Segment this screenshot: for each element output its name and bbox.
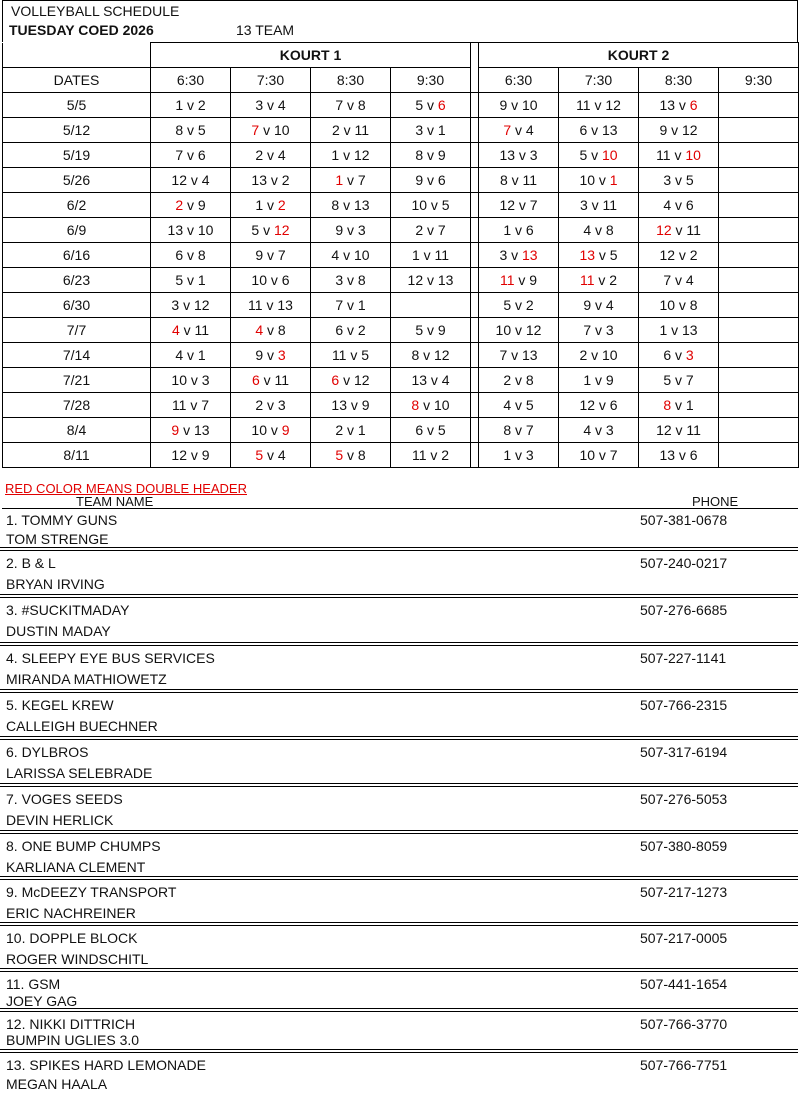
match-cell: 7 v 4 [479, 118, 559, 143]
match-cell: 4 v 6 [639, 193, 719, 218]
phone-header: PHONE [692, 494, 739, 509]
team-contact: BRYAN IRVING [6, 576, 105, 592]
match-cell: 9 v 10 [479, 93, 559, 118]
double-header-legend: RED COLOR MEANS DOUBLE HEADER [5, 481, 247, 496]
match-cell: 10 v 8 [639, 293, 719, 318]
match-cell: 12 v 11 [639, 218, 719, 243]
match-cell: 10 v 5 [391, 193, 471, 218]
match-cell: 5 v 9 [391, 318, 471, 343]
match-cell: 6 v 12 [311, 368, 391, 393]
double-header-team: 10 [685, 147, 701, 163]
match-cell: 10 v 12 [479, 318, 559, 343]
team-name: 12. NIKKI DITTRICH [6, 1016, 136, 1032]
match-cell: 6 v 11 [231, 368, 311, 393]
time-slot-header: 6:30 [151, 68, 231, 93]
match-cell [719, 243, 799, 268]
match-cell: 12 v 13 [391, 268, 471, 293]
match-cell [719, 418, 799, 443]
team-contact: DUSTIN MADAY [6, 623, 111, 639]
date-cell: 5/12 [3, 118, 151, 143]
double-header-team: 6 [331, 372, 340, 388]
double-header-team: 7 [251, 122, 260, 138]
match-cell: 8 v 13 [311, 193, 391, 218]
court-separator [471, 343, 479, 368]
court1-label: KOURT 1 [151, 43, 471, 68]
court-header-row [3, 43, 799, 68]
divider [0, 968, 798, 969]
match-cell: 11 v 2 [391, 443, 471, 468]
time-slot-header: 9:30 [719, 68, 799, 93]
blank-cell [3, 43, 151, 68]
match-cell: 9 v 4 [559, 293, 639, 318]
match-cell [719, 443, 799, 468]
match-cell [719, 368, 799, 393]
court-separator [471, 443, 479, 468]
match-cell: 2 v 11 [311, 118, 391, 143]
team-contact: DEVIN HERLICK [6, 812, 114, 828]
date-cell: 6/23 [3, 268, 151, 293]
double-header-team: 4 [255, 322, 264, 338]
match-cell: 2 v 1 [311, 418, 391, 443]
schedule-row [3, 293, 799, 318]
court-separator [471, 293, 479, 318]
team-phone: 507-766-2315 [640, 697, 728, 713]
double-header-team: 8 [411, 397, 420, 413]
match-cell: 3 v 5 [639, 168, 719, 193]
match-cell: 1 v 3 [479, 443, 559, 468]
court-separator [471, 168, 479, 193]
double-header-team: 6 [251, 372, 260, 388]
match-cell: 7 v 1 [311, 293, 391, 318]
match-cell [719, 143, 799, 168]
double-header-team: 2 [277, 197, 286, 213]
match-cell: 11 v 12 [559, 93, 639, 118]
divider [0, 879, 798, 880]
match-cell: 8 v 9 [391, 143, 471, 168]
match-cell: 11 v 2 [559, 268, 639, 293]
match-cell: 11 v 10 [639, 143, 719, 168]
divider [0, 550, 798, 551]
match-cell: 13 v 5 [559, 243, 639, 268]
double-header-team: 3 [685, 347, 694, 363]
schedule-row [3, 243, 799, 268]
court2-label: KOURT 2 [479, 43, 799, 68]
match-cell: 3 v 12 [151, 293, 231, 318]
double-header-team: 9 [281, 422, 290, 438]
match-cell: 6 v 3 [639, 343, 719, 368]
match-cell: 2 v 10 [559, 343, 639, 368]
time-slot-header: 7:30 [559, 68, 639, 93]
schedule-row [3, 93, 799, 118]
divider [0, 1008, 798, 1009]
match-cell: 5 v 7 [639, 368, 719, 393]
match-cell: 8 v 11 [479, 168, 559, 193]
match-cell: 13 v 6 [639, 93, 719, 118]
match-cell: 7 v 6 [151, 143, 231, 168]
match-cell: 4 v 8 [231, 318, 311, 343]
match-cell: 11 v 7 [151, 393, 231, 418]
match-cell: 2 v 4 [231, 143, 311, 168]
match-cell [719, 393, 799, 418]
team-phone: 507-766-7751 [640, 1057, 728, 1073]
match-cell: 12 v 9 [151, 443, 231, 468]
team-name: 2. B & L [6, 555, 56, 571]
match-cell: 5 v 10 [559, 143, 639, 168]
team-name: 5. KEGEL KREW [6, 697, 114, 713]
team-phone: 507-441-1654 [640, 976, 728, 992]
date-cell: 6/9 [3, 218, 151, 243]
match-cell: 5 v 1 [151, 268, 231, 293]
match-cell: 4 v 11 [151, 318, 231, 343]
court-separator [471, 393, 479, 418]
double-header-team: 12 [274, 222, 290, 238]
match-cell [719, 318, 799, 343]
divider [0, 1052, 798, 1053]
match-cell: 7 v 4 [639, 268, 719, 293]
double-header-team: 13 [522, 247, 538, 263]
match-cell: 9 v 6 [391, 168, 471, 193]
match-cell: 3 v 1 [391, 118, 471, 143]
team-phone: 507-240-0217 [640, 555, 728, 571]
match-cell: 2 v 7 [391, 218, 471, 243]
schedule-header [2, 0, 798, 42]
team-contact: JOEY GAG [6, 993, 78, 1009]
match-cell [719, 118, 799, 143]
divider [2, 508, 798, 509]
match-cell: 2 v 9 [151, 193, 231, 218]
date-cell: 8/4 [3, 418, 151, 443]
divider [0, 642, 798, 643]
double-header-team: 11 [579, 272, 595, 288]
match-cell: 5 v 8 [311, 443, 391, 468]
match-cell: 1 v 6 [479, 218, 559, 243]
double-header-team: 5 [255, 447, 264, 463]
match-cell: 12 v 7 [479, 193, 559, 218]
team-contact: TOM STRENGE [6, 531, 109, 547]
divider [0, 971, 798, 972]
league-subtitle: TUESDAY COED 2026 [9, 22, 154, 38]
court-separator [471, 218, 479, 243]
match-cell: 3 v 11 [559, 193, 639, 218]
team-phone: 507-766-3770 [640, 1016, 728, 1032]
double-header-team: 8 [663, 397, 672, 413]
team-contact: ERIC NACHREINER [6, 905, 136, 921]
match-cell: 9 v 3 [311, 218, 391, 243]
match-cell: 1 v 12 [311, 143, 391, 168]
team-phone: 507-227-1141 [640, 650, 727, 666]
team-contact: KARLIANA CLEMENT [6, 859, 146, 875]
date-cell: 5/26 [3, 168, 151, 193]
time-slot-header: 6:30 [479, 68, 559, 93]
court-separator [471, 143, 479, 168]
schedule-row [3, 418, 799, 443]
date-cell: 7/7 [3, 318, 151, 343]
double-header-team: 1 [609, 172, 618, 188]
match-cell: 13 v 9 [311, 393, 391, 418]
schedule-body [3, 93, 799, 468]
dates-label: DATES [3, 68, 151, 93]
date-cell: 7/14 [3, 343, 151, 368]
date-cell: 5/5 [3, 93, 151, 118]
times-header-row [3, 68, 799, 93]
match-cell: 12 v 4 [151, 168, 231, 193]
divider [0, 689, 798, 690]
team-name: 9. McDEEZY TRANSPORT [6, 884, 177, 900]
match-cell [391, 293, 471, 318]
schedule-row [3, 193, 799, 218]
match-cell: 8 v 7 [479, 418, 559, 443]
match-cell: 7 v 8 [311, 93, 391, 118]
divider [0, 736, 798, 737]
match-cell [719, 293, 799, 318]
match-cell: 6 v 5 [391, 418, 471, 443]
team-name: 7. VOGES SEEDS [6, 791, 123, 807]
page-title: VOLLEYBALL SCHEDULE [11, 3, 180, 19]
team-count: 13 TEAM [236, 22, 295, 38]
match-cell: 10 v 1 [559, 168, 639, 193]
match-cell: 5 v 6 [391, 93, 471, 118]
schedule-row [3, 168, 799, 193]
team-contact: MEGAN HAALA [6, 1076, 108, 1092]
double-header-team: 4 [171, 322, 180, 338]
divider [0, 876, 798, 877]
double-header-team: 2 [175, 197, 184, 213]
court-separator [471, 368, 479, 393]
divider [0, 786, 798, 787]
match-cell: 1 v 13 [639, 318, 719, 343]
double-header-team: 9 [171, 422, 180, 438]
match-cell: 10 v 6 [231, 268, 311, 293]
match-cell: 10 v 9 [231, 418, 311, 443]
match-cell: 7 v 13 [479, 343, 559, 368]
match-cell: 12 v 6 [559, 393, 639, 418]
double-header-team: 6 [689, 97, 698, 113]
divider [0, 597, 798, 598]
date-cell: 6/30 [3, 293, 151, 318]
court-separator [471, 93, 479, 118]
match-cell: 7 v 10 [231, 118, 311, 143]
double-header-team: 12 [656, 222, 672, 238]
team-contact: ROGER WINDSCHITL [6, 951, 149, 967]
divider [0, 830, 798, 831]
match-cell: 10 v 3 [151, 368, 231, 393]
date-cell: 7/21 [3, 368, 151, 393]
match-cell: 13 v 4 [391, 368, 471, 393]
double-header-team: 7 [503, 122, 512, 138]
match-cell: 4 v 5 [479, 393, 559, 418]
match-cell: 3 v 13 [479, 243, 559, 268]
team-name: 8. ONE BUMP CHUMPS [6, 838, 161, 854]
match-cell: 8 v 12 [391, 343, 471, 368]
divider [0, 783, 798, 784]
match-cell [719, 343, 799, 368]
team-contact: CALLEIGH BUECHNER [6, 718, 158, 734]
double-header-team: 10 [602, 147, 618, 163]
match-cell: 1 v 2 [231, 193, 311, 218]
match-cell: 13 v 6 [639, 443, 719, 468]
team-name: 11. GSM [6, 976, 61, 992]
match-cell: 5 v 4 [231, 443, 311, 468]
match-cell: 2 v 8 [479, 368, 559, 393]
schedule-row [3, 268, 799, 293]
match-cell: 11 v 9 [479, 268, 559, 293]
match-cell [719, 168, 799, 193]
time-slot-header: 8:30 [311, 68, 391, 93]
team-name-header: TEAM NAME [76, 494, 154, 509]
match-cell: 8 v 5 [151, 118, 231, 143]
match-cell: 13 v 2 [231, 168, 311, 193]
schedule-row [3, 318, 799, 343]
match-cell: 1 v 2 [151, 93, 231, 118]
court-separator [471, 193, 479, 218]
time-slot-header: 8:30 [639, 68, 719, 93]
team-name: 3. #SUCKITMADAY [6, 602, 130, 618]
match-cell [719, 218, 799, 243]
team-name: 10. DOPPLE BLOCK [6, 930, 138, 946]
match-cell: 9 v 12 [639, 118, 719, 143]
match-cell: 1 v 7 [311, 168, 391, 193]
match-cell: 12 v 2 [639, 243, 719, 268]
schedule-row [3, 118, 799, 143]
match-cell: 4 v 1 [151, 343, 231, 368]
match-cell [719, 93, 799, 118]
match-cell: 9 v 3 [231, 343, 311, 368]
match-cell: 9 v 13 [151, 418, 231, 443]
team-name: 6. DYLBROS [6, 744, 89, 760]
match-cell: 12 v 11 [639, 418, 719, 443]
match-cell: 3 v 4 [231, 93, 311, 118]
divider [0, 833, 798, 834]
match-cell: 13 v 3 [479, 143, 559, 168]
team-name: 4. SLEEPY EYE BUS SERVICES [6, 650, 215, 666]
date-cell: 8/11 [3, 443, 151, 468]
double-header-team: 6 [437, 97, 446, 113]
match-cell: 1 v 11 [391, 243, 471, 268]
match-cell: 6 v 2 [311, 318, 391, 343]
team-phone: 507-217-1273 [640, 884, 728, 900]
date-cell: 7/28 [3, 393, 151, 418]
divider [0, 1049, 798, 1050]
team-name: 1. TOMMY GUNS [6, 512, 118, 528]
match-cell: 7 v 3 [559, 318, 639, 343]
match-cell: 13 v 10 [151, 218, 231, 243]
match-cell: 5 v 2 [479, 293, 559, 318]
match-cell: 4 v 3 [559, 418, 639, 443]
court-separator [471, 43, 479, 93]
divider [0, 692, 798, 693]
court-separator [471, 268, 479, 293]
divider [0, 645, 798, 646]
team-phone: 507-381-0678 [640, 512, 728, 528]
match-cell: 11 v 5 [311, 343, 391, 368]
team-phone: 507-276-5053 [640, 791, 728, 807]
match-cell: 10 v 7 [559, 443, 639, 468]
double-header-team: 1 [335, 172, 344, 188]
divider [0, 1011, 798, 1012]
team-name: 13. SPIKES HARD LEMONADE [6, 1057, 206, 1073]
schedule-row [3, 218, 799, 243]
match-cell: 3 v 8 [311, 268, 391, 293]
match-cell: 4 v 8 [559, 218, 639, 243]
team-contact: MIRANDA MATHIOWETZ [6, 671, 167, 687]
divider [0, 925, 798, 926]
double-header-team: 11 [499, 272, 515, 288]
match-cell: 9 v 7 [231, 243, 311, 268]
date-cell: 5/19 [3, 143, 151, 168]
schedule-row [3, 343, 799, 368]
team-phone: 507-317-6194 [640, 744, 728, 760]
team-phone: 507-380-8059 [640, 838, 728, 854]
double-header-team: 3 [277, 347, 286, 363]
match-cell [719, 193, 799, 218]
divider [0, 594, 798, 595]
match-cell: 8 v 10 [391, 393, 471, 418]
court-separator [471, 318, 479, 343]
match-cell: 4 v 10 [311, 243, 391, 268]
match-cell: 6 v 13 [559, 118, 639, 143]
divider [0, 547, 798, 548]
court-separator [471, 118, 479, 143]
match-cell: 11 v 13 [231, 293, 311, 318]
date-cell: 6/2 [3, 193, 151, 218]
schedule-row [3, 143, 799, 168]
time-slot-header: 9:30 [391, 68, 471, 93]
match-cell: 1 v 9 [559, 368, 639, 393]
schedule-row [3, 393, 799, 418]
schedule-table [2, 42, 799, 468]
schedule-row [3, 443, 799, 468]
schedule-row [3, 368, 799, 393]
team-contact: BUMPIN UGLIES 3.0 [6, 1032, 140, 1048]
team-contact: LARISSA SELEBRADE [6, 765, 153, 781]
team-phone: 507-217-0005 [640, 930, 728, 946]
divider [0, 739, 798, 740]
match-cell: 6 v 8 [151, 243, 231, 268]
double-header-team: 5 [335, 447, 344, 463]
double-header-team: 13 [579, 247, 596, 263]
time-slot-header: 7:30 [231, 68, 311, 93]
date-cell: 6/16 [3, 243, 151, 268]
divider [0, 922, 798, 923]
match-cell: 5 v 12 [231, 218, 311, 243]
match-cell [719, 268, 799, 293]
team-phone: 507-276-6685 [640, 602, 728, 618]
match-cell: 8 v 1 [639, 393, 719, 418]
court-separator [471, 418, 479, 443]
match-cell: 2 v 3 [231, 393, 311, 418]
court-separator [471, 243, 479, 268]
